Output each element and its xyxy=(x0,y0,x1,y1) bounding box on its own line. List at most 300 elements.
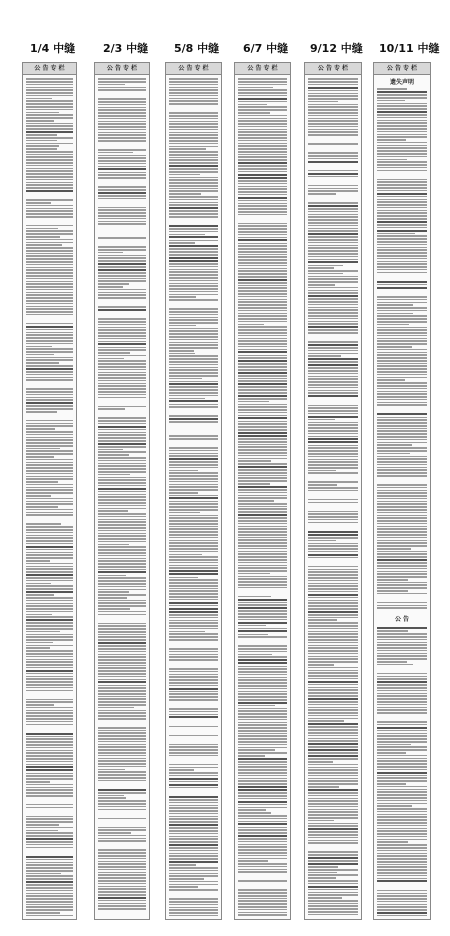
text-line xyxy=(377,442,427,444)
text-line xyxy=(26,306,73,308)
paragraph-gap xyxy=(308,475,358,480)
text-line xyxy=(308,903,358,905)
text-line xyxy=(238,523,287,525)
text-line xyxy=(169,531,218,533)
text-line xyxy=(238,730,287,732)
text-line xyxy=(98,795,124,797)
text-line xyxy=(238,666,287,668)
text-line xyxy=(169,520,218,522)
text-line xyxy=(377,517,427,519)
text-line xyxy=(308,453,358,455)
text-line xyxy=(377,503,427,505)
paragraph-gap xyxy=(308,335,358,340)
text-line xyxy=(308,786,339,788)
text-line xyxy=(26,247,73,249)
text-line xyxy=(377,704,427,706)
text-line xyxy=(308,869,358,871)
text-line xyxy=(26,512,73,514)
text-line xyxy=(377,261,427,263)
text-line xyxy=(26,588,73,590)
text-line xyxy=(238,713,287,715)
text-line xyxy=(308,176,358,178)
text-line xyxy=(308,134,358,136)
text-line xyxy=(308,851,358,853)
text-line xyxy=(238,421,287,423)
text-line xyxy=(308,545,358,547)
text-line xyxy=(26,495,51,497)
text-line xyxy=(169,475,218,477)
text-line xyxy=(169,151,218,153)
text-line xyxy=(238,92,287,94)
text-line xyxy=(377,559,427,561)
text-line xyxy=(238,503,287,505)
text-line xyxy=(26,832,73,834)
text-line xyxy=(308,857,358,859)
text-line xyxy=(377,430,427,432)
text-line xyxy=(98,552,146,554)
text-line xyxy=(238,613,287,615)
text-line xyxy=(98,685,146,687)
text-line xyxy=(377,895,427,897)
paragraph-gap xyxy=(169,729,218,734)
text-line xyxy=(308,854,358,856)
text-line xyxy=(238,265,287,267)
text-line xyxy=(169,225,218,227)
text-line xyxy=(238,360,287,362)
text-line xyxy=(169,137,218,139)
text-line xyxy=(169,342,218,344)
text-line xyxy=(169,177,218,179)
text-line xyxy=(169,648,218,650)
paragraph-gap xyxy=(26,382,73,387)
text-line xyxy=(26,258,73,260)
text-line xyxy=(238,766,287,768)
text-line xyxy=(377,727,427,729)
text-line xyxy=(169,781,218,783)
text-line xyxy=(377,114,427,116)
text-line xyxy=(26,484,73,486)
text-line xyxy=(98,347,146,349)
text-line xyxy=(26,131,73,133)
paragraph-gap xyxy=(377,478,427,483)
text-line xyxy=(308,87,358,89)
text-line xyxy=(238,101,287,103)
paragraph-gap xyxy=(26,414,73,419)
text-line xyxy=(26,123,73,125)
text-line xyxy=(26,340,73,342)
text-line xyxy=(308,860,358,862)
text-line xyxy=(377,377,427,379)
paragraph-gap xyxy=(169,720,218,725)
text-line xyxy=(308,738,358,740)
text-line xyxy=(169,165,218,167)
text-line xyxy=(169,185,218,187)
text-line xyxy=(238,835,287,837)
text-line xyxy=(98,631,146,633)
text-line xyxy=(238,539,287,541)
text-line xyxy=(308,373,358,375)
text-line xyxy=(169,228,218,230)
text-line xyxy=(238,343,287,345)
text-line xyxy=(169,775,218,777)
text-line xyxy=(98,479,146,481)
text-line xyxy=(377,357,427,359)
text-line xyxy=(26,348,73,350)
text-line xyxy=(377,803,427,805)
text-line xyxy=(238,140,287,142)
text-line xyxy=(308,647,358,649)
text-line xyxy=(98,408,125,410)
text-line xyxy=(169,907,218,909)
text-line xyxy=(26,408,73,410)
text-line xyxy=(238,869,287,871)
text-line xyxy=(169,904,218,906)
text-line xyxy=(377,105,427,107)
text-line xyxy=(98,560,146,562)
text-line xyxy=(238,489,287,491)
text-line xyxy=(377,304,413,306)
text-line xyxy=(238,798,287,800)
text-line xyxy=(238,741,287,743)
text-line xyxy=(169,523,218,525)
text-line xyxy=(308,548,358,550)
text-line xyxy=(308,732,358,734)
text-line xyxy=(169,796,218,798)
column-header: 公 告 专 栏 xyxy=(23,63,76,75)
text-line xyxy=(169,772,218,774)
text-line xyxy=(308,863,358,865)
text-line xyxy=(26,898,73,900)
text-line xyxy=(98,886,146,888)
text-line xyxy=(26,394,73,396)
text-line xyxy=(238,727,287,729)
text-line xyxy=(238,733,287,735)
text-line xyxy=(98,628,146,630)
text-line xyxy=(238,389,287,391)
text-line xyxy=(377,131,427,133)
text-line xyxy=(238,318,287,320)
text-line xyxy=(26,210,73,212)
text-line xyxy=(377,147,427,149)
text-line xyxy=(377,664,413,666)
text-line xyxy=(169,548,218,550)
text-line xyxy=(169,280,218,282)
text-line xyxy=(98,454,129,456)
text-line xyxy=(98,519,146,521)
text-line xyxy=(308,490,358,492)
text-line xyxy=(238,900,287,902)
text-line xyxy=(308,467,358,469)
text-line xyxy=(308,193,336,195)
text-line xyxy=(377,204,427,206)
text-line xyxy=(308,84,358,86)
text-line xyxy=(377,576,427,578)
text-line xyxy=(308,611,358,613)
text-line xyxy=(238,78,287,80)
text-line xyxy=(238,520,287,522)
text-line xyxy=(169,472,218,474)
text-line xyxy=(26,165,73,167)
newspaper-column-3 xyxy=(165,62,222,920)
text-line xyxy=(26,236,60,238)
text-line xyxy=(308,332,358,334)
text-line xyxy=(238,556,287,558)
text-line xyxy=(377,382,427,384)
text-line xyxy=(169,461,218,463)
text-line xyxy=(169,628,218,630)
text-line xyxy=(377,444,412,446)
text-line xyxy=(308,390,358,392)
text-line xyxy=(238,565,287,567)
text-line xyxy=(26,87,73,89)
text-line xyxy=(308,695,358,697)
text-line xyxy=(308,600,358,602)
text-line xyxy=(98,623,146,625)
text-line xyxy=(377,735,427,737)
text-line xyxy=(377,839,427,841)
text-line xyxy=(308,350,358,352)
text-line xyxy=(26,81,73,83)
text-line xyxy=(308,208,358,210)
text-line xyxy=(238,225,287,227)
text-line xyxy=(26,792,73,794)
text-line xyxy=(98,446,146,448)
text-line xyxy=(377,125,427,127)
text-line xyxy=(169,216,218,218)
text-line xyxy=(98,583,146,585)
text-line xyxy=(26,503,73,505)
text-line xyxy=(308,155,358,157)
text-line xyxy=(238,855,287,857)
text-line xyxy=(238,186,287,188)
text-line xyxy=(169,659,218,661)
text-line xyxy=(238,903,287,905)
text-line xyxy=(377,425,427,427)
text-line xyxy=(26,233,73,235)
text-line xyxy=(377,413,427,415)
text-line xyxy=(26,721,73,723)
text-line xyxy=(169,317,218,319)
text-line xyxy=(26,332,73,334)
text-line xyxy=(377,354,427,356)
text-line xyxy=(377,170,427,172)
text-line xyxy=(238,335,287,337)
text-line xyxy=(377,139,406,141)
text-line xyxy=(98,385,146,387)
text-line xyxy=(377,869,427,871)
text-line xyxy=(238,880,287,882)
text-line xyxy=(308,800,358,802)
text-line xyxy=(377,447,427,449)
text-line xyxy=(308,594,358,596)
text-line xyxy=(98,429,146,431)
text-line xyxy=(238,435,287,437)
text-line xyxy=(238,610,287,612)
text-line xyxy=(377,388,427,390)
paragraph-gap xyxy=(98,200,146,205)
text-line xyxy=(98,806,146,808)
text-line xyxy=(238,542,287,544)
text-line xyxy=(98,494,146,496)
text-line xyxy=(377,161,427,163)
text-line xyxy=(26,862,73,864)
text-line xyxy=(98,363,146,365)
text-line xyxy=(169,361,218,363)
text-line xyxy=(98,477,146,479)
column-header: 公 告 专 栏 xyxy=(95,63,149,75)
text-line xyxy=(377,808,427,810)
text-line xyxy=(377,644,427,646)
text-line xyxy=(26,560,50,562)
text-line xyxy=(377,150,427,152)
text-line xyxy=(377,769,427,771)
paragraph-gap xyxy=(98,411,146,416)
text-line xyxy=(238,668,287,670)
text-line xyxy=(377,545,427,547)
text-line xyxy=(169,467,218,469)
text-line xyxy=(169,126,218,128)
text-line xyxy=(98,880,146,882)
text-line xyxy=(238,832,287,834)
text-line xyxy=(238,674,287,676)
text-line xyxy=(169,767,218,769)
text-line xyxy=(98,897,146,899)
text-line xyxy=(308,441,358,443)
text-line xyxy=(308,384,358,386)
text-line xyxy=(377,864,427,866)
text-line xyxy=(377,701,427,703)
text-line xyxy=(238,866,287,868)
text-line xyxy=(308,519,358,521)
text-line xyxy=(308,90,358,92)
text-line xyxy=(238,245,287,247)
text-line xyxy=(238,537,287,539)
text-line xyxy=(377,490,427,492)
text-line xyxy=(98,698,146,700)
text-line xyxy=(98,569,146,571)
text-line xyxy=(308,261,358,263)
text-line xyxy=(377,630,408,632)
paragraph-gap xyxy=(98,911,146,916)
text-line xyxy=(308,112,358,114)
text-line xyxy=(238,844,287,846)
text-line xyxy=(169,585,218,587)
text-line xyxy=(98,533,146,535)
text-line xyxy=(26,434,73,436)
text-line xyxy=(238,143,287,145)
text-line xyxy=(308,894,358,896)
text-line xyxy=(169,889,218,891)
text-line xyxy=(98,642,146,644)
text-line xyxy=(26,145,59,147)
text-line xyxy=(169,679,218,681)
text-line xyxy=(98,192,146,194)
text-line xyxy=(26,453,73,455)
text-line xyxy=(26,506,58,508)
text-line xyxy=(26,532,73,534)
text-line xyxy=(26,659,73,661)
text-line xyxy=(98,174,146,176)
text-line xyxy=(26,439,73,441)
text-line xyxy=(98,157,146,159)
text-line xyxy=(26,283,73,285)
text-line xyxy=(308,95,358,97)
text-line xyxy=(308,126,358,128)
text-line xyxy=(26,125,73,127)
text-line xyxy=(169,98,218,100)
text-line xyxy=(169,193,201,195)
text-line xyxy=(169,534,218,536)
text-line xyxy=(238,211,287,213)
text-line xyxy=(238,581,287,583)
text-line xyxy=(98,451,146,453)
text-line xyxy=(26,552,73,554)
text-line xyxy=(98,366,146,368)
text-line xyxy=(26,841,73,843)
column-header: 公 告 专 栏 xyxy=(305,63,361,75)
newspaper-column-4 xyxy=(234,62,291,920)
text-line xyxy=(169,484,218,486)
text-line xyxy=(238,578,287,580)
text-line xyxy=(238,162,287,164)
text-line xyxy=(169,435,218,437)
text-line xyxy=(238,909,287,911)
text-line xyxy=(238,438,287,440)
text-line xyxy=(169,489,218,491)
text-line xyxy=(377,861,427,863)
text-line xyxy=(169,554,202,556)
text-line xyxy=(238,109,287,111)
text-line xyxy=(169,296,196,298)
text-line xyxy=(238,659,287,661)
text-line xyxy=(169,631,205,633)
text-line xyxy=(238,812,271,814)
text-line xyxy=(98,654,146,656)
text-line xyxy=(26,827,73,829)
text-line xyxy=(98,249,146,251)
text-line xyxy=(26,787,73,789)
text-line xyxy=(98,341,146,343)
text-line xyxy=(98,168,146,170)
text-line xyxy=(26,636,73,638)
text-line xyxy=(238,406,287,408)
text-line xyxy=(26,244,62,246)
text-line xyxy=(377,332,427,334)
text-line xyxy=(98,732,146,734)
text-line xyxy=(377,227,427,229)
text-line xyxy=(98,329,146,331)
text-line xyxy=(98,681,146,683)
text-line xyxy=(26,357,73,359)
text-line xyxy=(26,112,59,114)
text-line xyxy=(26,431,73,433)
text-line xyxy=(98,852,146,854)
text-line xyxy=(26,795,73,797)
text-line xyxy=(238,168,287,170)
text-line xyxy=(98,835,146,837)
text-line xyxy=(308,588,358,590)
text-line xyxy=(169,778,218,780)
text-line xyxy=(26,84,73,86)
text-line xyxy=(169,406,218,408)
text-line xyxy=(98,324,146,326)
text-line xyxy=(238,259,287,261)
text-line xyxy=(308,905,358,907)
text-line xyxy=(98,155,146,157)
text-line xyxy=(308,749,358,751)
text-line xyxy=(377,571,427,573)
text-line xyxy=(98,246,146,248)
